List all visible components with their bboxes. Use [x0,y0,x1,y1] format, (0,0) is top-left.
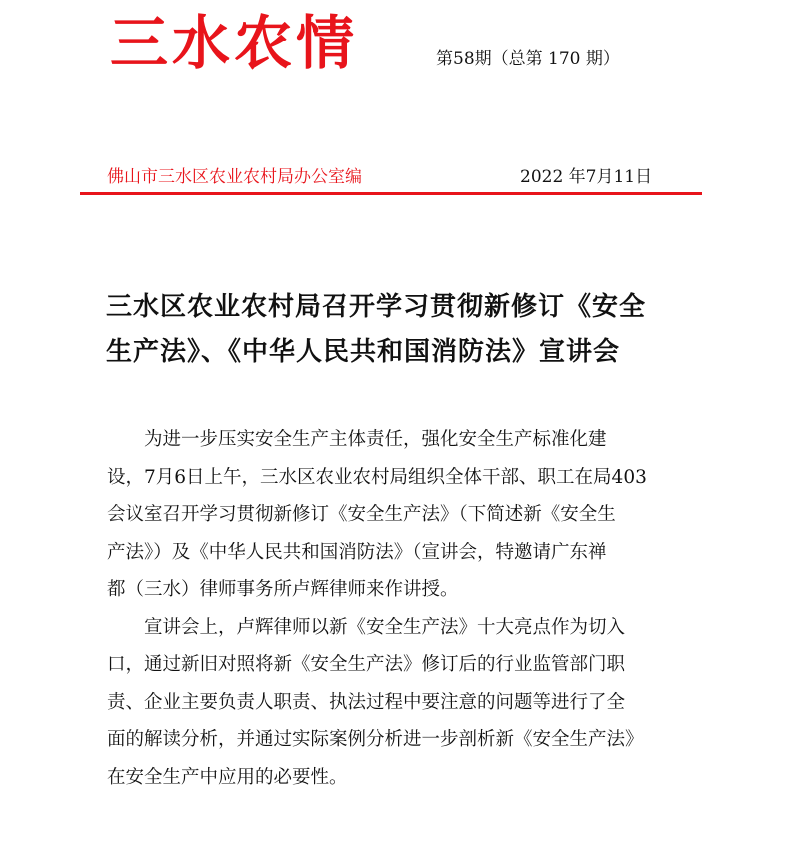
body-line: 为进一步压实安全生产主体责任，强化安全生产标准化建 [107,429,607,450]
issue-number: 第58期（总第 170 期） [436,49,620,69]
masthead-title: 三水农情 [110,9,359,77]
body-line: 会议室召开学习贯彻新修订《安全生产法》（下简述新《安全生 [107,504,616,525]
body-line: 宣讲会上，卢辉律师以新《安全生产法》十大亮点作为切入 [107,616,626,638]
body-line: 产法》）及《中华人民共和国消防法》（宣讲会，特邀请广东禅 [107,541,607,563]
body-line: 设，7月6日上午，三水区农业农村局组织全体干部、职工在局403 [107,466,647,488]
body-line: 都（三水）律师事务所卢辉律师来作讲授。 [107,579,459,600]
article-body [107,421,707,796]
body-line: 面的解读分析，并通过实际案例分析进一步剖析新《安全生产法》 [107,729,644,750]
body-line: 在安全生产中应用的必要性。 [107,766,348,788]
body-line: 责、企业主要负责人职责、执法过程中要注意的问题等进行了全 [107,691,626,713]
header-divider [80,192,702,195]
editor-line: 佛山市三水区农业农村局办公室编 [107,167,362,187]
publish-date: 2022 年7月11日 [520,167,653,187]
article-title [106,285,706,375]
body-line: 口，通过新旧对照将新《安全生产法》修订后的行业监管部门职 [107,654,626,675]
article-title-line: 生产法》、《中华人民共和国消防法》宣讲会 [106,337,621,367]
article-title-line: 三水区农业农村局召开学习贯彻新修订《安全 [106,292,647,322]
